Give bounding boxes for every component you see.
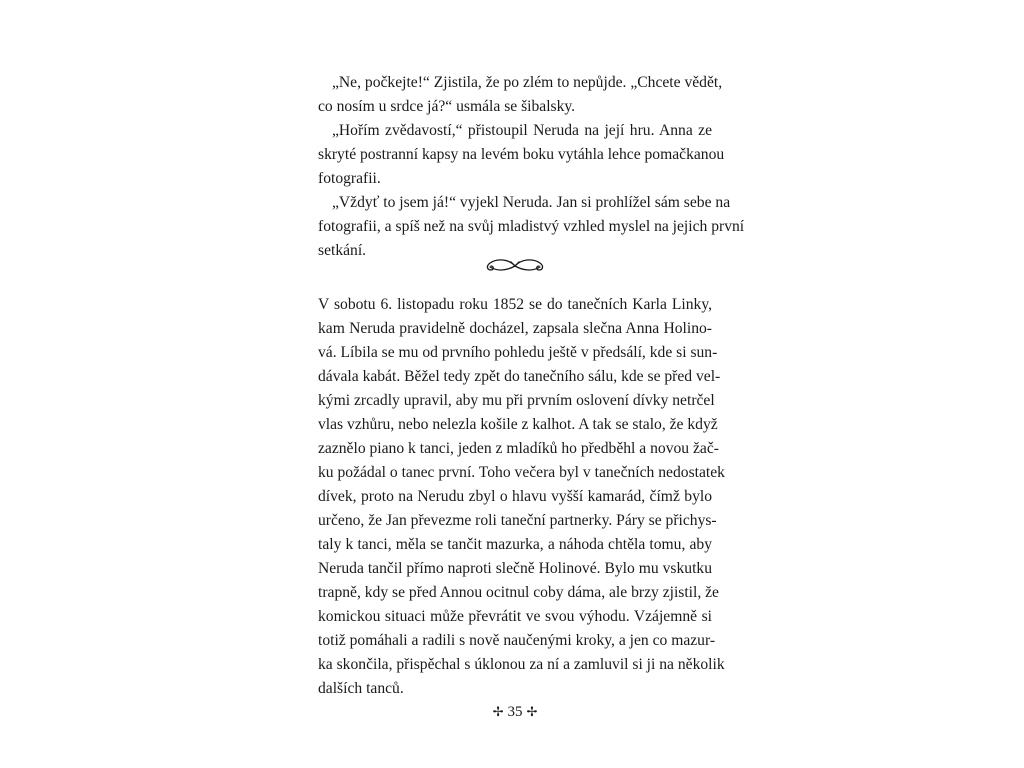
- text-line: fotografii.: [318, 170, 381, 187]
- text-line: komickou situaci může převrátit ve svou výhodu. Vzájemně si: [318, 608, 712, 625]
- text-line: ka skončila, přispěchal s úklonou za ní a zamluvil si ji na několik: [318, 656, 725, 673]
- text-line: „Ne, počkejte!“ Zjistila, že po zlém to nepůjde. „Chcete vědět,: [332, 74, 723, 91]
- folio-mark-left: ✢: [492, 704, 504, 719]
- book-page: [318, 0, 745, 768]
- text-line: vlas vzhůru, nebo nelezla košile z kalhot. A tak se stalo, že když: [318, 416, 718, 433]
- text-line: skryté postranní kapsy na levém boku vytáhla lehce pomačkanou: [318, 146, 725, 163]
- page-number-value: 35: [507, 704, 523, 720]
- scroll-flourish-icon: [482, 255, 548, 275]
- text-line: taly k tanci, měla se tančit mazurka, a náhoda chtěla tomu, aby: [318, 536, 712, 553]
- text-line: zaznělo piano k tanci, jeden z mladíků ho předběhl a novou žač-: [318, 440, 719, 457]
- text-line: dávala kabát. Běžel tedy zpět do tanečního sálu, kde se před vel-: [318, 368, 721, 385]
- text-line: „Vždyť to jsem já!“ vyjekl Neruda. Jan si prohlížel sám sebe na: [332, 194, 731, 211]
- text-line: Neruda tančil přímo naproti slečně Holinové. Bylo mu vskutku: [318, 560, 712, 577]
- text-line: fotografii, a spíš než na svůj mladistvý vzhled myslel na jejich první: [318, 218, 745, 235]
- text-line: V sobotu 6. listopadu roku 1852 se do tanečních Karla Linky,: [318, 296, 712, 313]
- text-line: dalších tanců.: [318, 680, 404, 697]
- text-line: vá. Líbila se mu od prvního pohledu ještě v předsálí, kde si sun-: [318, 344, 718, 361]
- text-line: dívek, proto na Nerudu zbyl o hlavu vyšší kamarád, čímž bylo: [318, 488, 712, 505]
- page-number: [318, 700, 712, 724]
- folio-mark-right: ✢: [526, 704, 538, 719]
- text-line: trapně, kdy se před Annou ocitnul coby dáma, ale brzy zjistil, že: [318, 584, 719, 601]
- text-line: setkání.: [318, 242, 367, 259]
- text-line: kými zrcadly upravil, aby mu při prvním oslovení dívky netrčel: [318, 392, 715, 409]
- text-line: ku požádal o tanec první. Toho večera byl v tanečních nedostatek: [318, 464, 725, 481]
- text-line: co nosím u srdce já?“ usmála se šibalsky.: [318, 98, 576, 115]
- text-line: určeno, že Jan převezme roli taneční partnerky. Páry se přichys-: [318, 512, 717, 529]
- text-line: kam Neruda pravidelně docházel, zapsala slečna Anna Holino-: [318, 320, 712, 337]
- text-line: totiž pomáhali a radili s nově naučenými kroky, a jen co mazur-: [318, 632, 716, 649]
- text-line: „Hořím zvědavostí,“ přistoupil Neruda na její hru. Anna ze: [332, 122, 712, 139]
